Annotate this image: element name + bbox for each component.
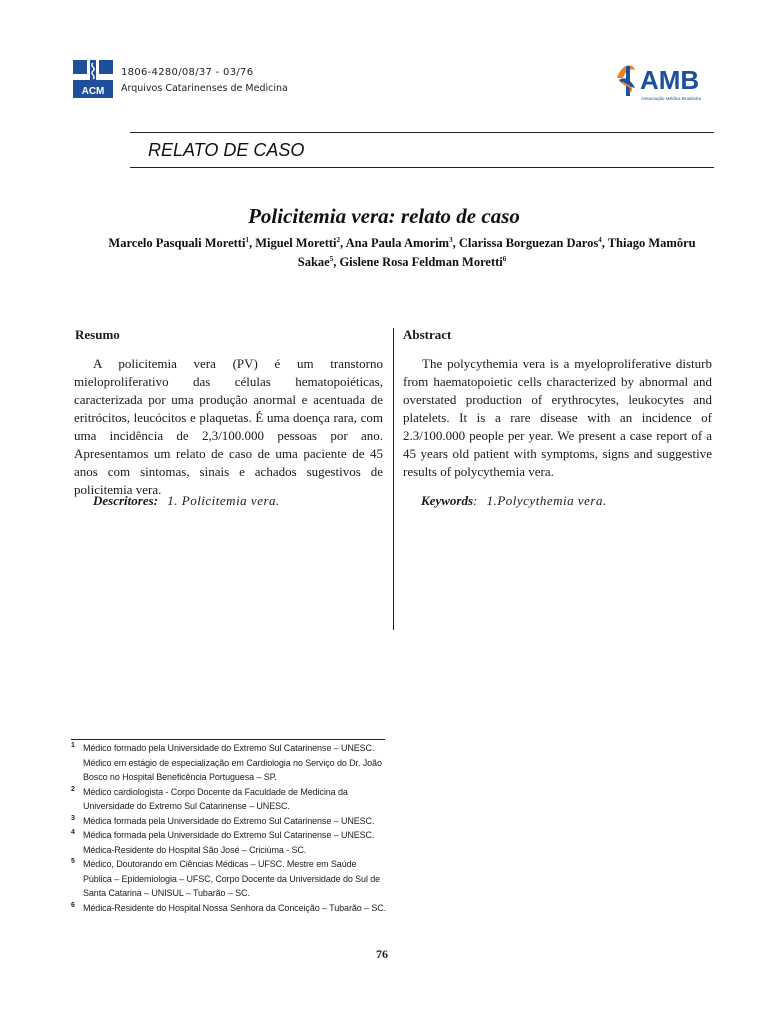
author-list [92, 234, 712, 272]
section-label: RELATO DE CASO [148, 140, 305, 160]
footnote-text: Médica formada pela Universidade do Extremo Sul Catarinense – UNESC. Médica-Residente do Hospital São José – Criciúma - SC. [83, 830, 375, 855]
resumo-keywords [93, 493, 280, 509]
author-name: Marcelo Pasquali Moretti [108, 236, 246, 250]
amb-logo-subtext: Associação Médica Brasileira [641, 96, 701, 101]
footnote-number: 1 [71, 742, 75, 749]
author-separator: , [248, 236, 256, 250]
author-affiliation-sup: 1 [245, 235, 249, 244]
footnote-item [71, 741, 387, 785]
journal-name: Arquivos Catarinenses de Medicina [121, 83, 288, 94]
abstract-text: The polycythemia vera is a myeloproliferative disturb from haematopoietic cells characterized by abnormal and overstated production of erythrocytes, leukocytes and platelets. It is a rare disease with an incidence of 2.3/100.000 people per year. We present a case report of a 45 years old patient with symptoms, signs and suggestive results of polycythemia vera. [403, 356, 712, 479]
footnote-list [71, 741, 387, 915]
footnote-rule [71, 739, 385, 740]
author-affiliation-sup: 6 [502, 254, 507, 263]
author-affiliation-sup: 2 [336, 235, 341, 244]
footnote-item [71, 828, 387, 857]
footnote-number: 6 [71, 901, 75, 909]
footnote-item [71, 857, 387, 901]
column-divider [393, 328, 394, 630]
resumo-text: A policitemia vera (PV) é um transtorno mieloproliferativo das células hematopoiéticas, caracterizada por uma produção anormal e acentuada de eritrócitos, leucócitos e plaquetas. É uma doença rara, com uma incidência de 2,3/100.000 pessoas por ano. Apresentamos um relato de caso de uma paciente de 45 anos com sintomas, sinais e achados sugestivos de policitemia vera. [74, 356, 383, 497]
resumo-heading: Resumo [75, 327, 120, 342]
author-affiliation-sup: 4 [598, 235, 602, 244]
author-name: Miguel Moretti [255, 236, 337, 250]
amb-logo-text: AMB [640, 65, 700, 95]
footnote-item [71, 901, 387, 916]
footnote-item [71, 785, 387, 814]
author-separator: , [452, 236, 459, 250]
abstract-keywords-value: 1.Polycythemia vera. [486, 493, 607, 508]
footnote-number: 5 [71, 858, 75, 865]
footnote-number: 4 [71, 829, 75, 836]
abstract-keywords-label: Keywords [421, 493, 473, 508]
footnote-text: Médica-Residente do Hospital Nossa Senhora da Conceição – Tubarão – SC. [83, 902, 387, 913]
author-separator: , [333, 255, 340, 269]
issn-line: 1806-4280/08/37 - 03/76 [121, 67, 254, 78]
page-number: 76 [376, 947, 388, 961]
acm-logo-icon [73, 60, 113, 98]
author-name: Ana Paula Amorim [345, 236, 450, 250]
resumo-keywords-value: 1. Policitemia vera. [167, 493, 280, 508]
footnote-number: 2 [71, 785, 75, 793]
author-affiliation-sup: 5 [329, 254, 334, 263]
abstract-keywords-sep: : [473, 493, 478, 508]
footnote-text: Médico, Doutorando em Ciências Médicas – UFSC. Mestre em Saúde Pública – Epidemiologia – UFSC, Corpo Docente da Universidade do Sul de Santa Catarina – UNISUL – Tubarão – SC. [83, 859, 381, 898]
abstract-keywords [421, 493, 607, 509]
author-name: Clarissa Borguezan Daros [458, 236, 599, 250]
footnote-text: Médica formada pela Universidade do Extremo Sul Catarinense – UNESC. [83, 815, 375, 826]
acm-logo-text: ACM [81, 86, 105, 97]
footnote-text: Médico cardiologista - Corpo Docente da Faculdade de Medicina da Universidade do Extremo Sul Catarinense – UNESC. [83, 786, 348, 811]
section-rule [130, 167, 714, 168]
abstract-heading: Abstract [403, 327, 452, 342]
author-separator: , [340, 236, 346, 250]
article-title: Policitemia vera: relato de caso [248, 204, 520, 228]
top-rule [130, 132, 714, 133]
author-separator: , [601, 236, 608, 250]
amb-logo-icon [611, 58, 715, 106]
footnote-text: Médico formado pela Universidade do Extremo Sul Catarinense – UNESC. Médico em estágio de especialização em Cardiologia no Serviço do Dr. João Bosco no Hospital Beneficência Portuguesa – SP. [83, 743, 382, 782]
author-affiliation-sup: 3 [449, 235, 453, 244]
footnote-item [71, 814, 387, 829]
footnote-number: 3 [71, 814, 75, 822]
author-name: Gislene Rosa Feldman Moretti [339, 255, 503, 269]
author-name: Thiago Mamôru Sakae [297, 236, 696, 269]
resumo-keywords-label: Descritores: [93, 493, 158, 508]
